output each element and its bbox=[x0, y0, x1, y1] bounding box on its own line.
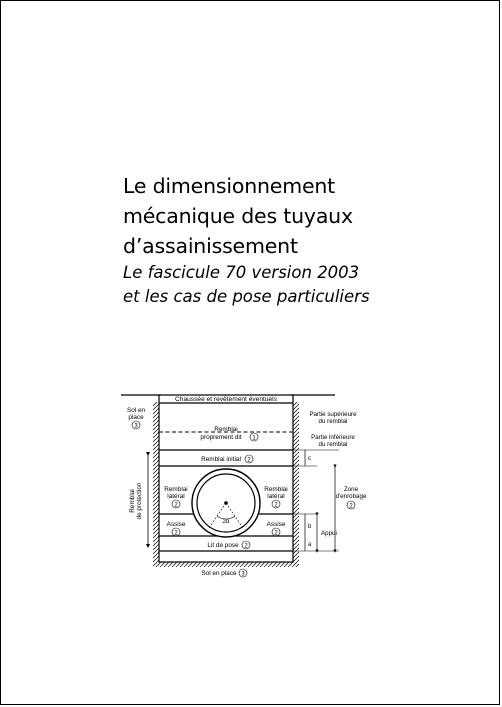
svg-text:2: 2 bbox=[274, 530, 278, 537]
sol-en-place-left-1: Sol en bbox=[126, 407, 146, 414]
subtitle-line-2: et les cas de pose particuliers bbox=[123, 287, 370, 306]
trench-cross-section-diagram bbox=[121, 386, 383, 578]
dim-b: b bbox=[308, 524, 312, 530]
remblai-num: 1 bbox=[252, 435, 256, 442]
svg-text:2: 2 bbox=[349, 503, 353, 510]
partie-sup-2: du remblai bbox=[318, 418, 348, 425]
remblai-lateral-left-2: latéral bbox=[167, 493, 185, 500]
trench-wall-left bbox=[153, 402, 159, 562]
svg-text:2: 2 bbox=[174, 502, 178, 509]
svg-text:2: 2 bbox=[244, 543, 248, 550]
remblai-lateral-right-2: latéral bbox=[267, 493, 285, 500]
document-title bbox=[123, 171, 483, 261]
title-line-1: Le dimensionnement bbox=[123, 174, 336, 198]
trench-wall-right bbox=[293, 402, 299, 562]
partie-sup-1: Partie supérieure bbox=[309, 411, 357, 418]
appui-label: Appui bbox=[321, 530, 337, 537]
two-alpha-label: 2α bbox=[222, 519, 230, 525]
title-line-2: mécanique des tuyaux bbox=[123, 204, 353, 228]
remblai-label-2: proprement dit bbox=[200, 434, 242, 441]
assise-right: Assise bbox=[266, 521, 286, 528]
svg-text:3: 3 bbox=[241, 571, 245, 578]
top-label: Chaussée et revêtement éventuels bbox=[175, 396, 277, 403]
dim-c: c bbox=[308, 456, 311, 462]
svg-text:2: 2 bbox=[174, 530, 178, 537]
zone-label-2: d'enrobage bbox=[335, 493, 367, 500]
document-subtitle bbox=[123, 261, 493, 309]
sol-en-place-left-2: place bbox=[128, 414, 144, 421]
dim-a: a bbox=[308, 542, 312, 548]
svg-text:3: 3 bbox=[134, 423, 138, 430]
svg-text:2: 2 bbox=[247, 457, 251, 464]
remblai-label-1: Remblai bbox=[214, 426, 238, 433]
remblai-protection-1: Remblai bbox=[129, 489, 136, 513]
assise-left: Assise bbox=[166, 521, 186, 528]
remblai-lateral-left-1: Remblai bbox=[164, 486, 188, 493]
remblai-protection-2: de protection bbox=[136, 482, 143, 520]
svg-text:2: 2 bbox=[274, 502, 278, 509]
partie-inf-2: du remblai bbox=[318, 441, 348, 448]
sol-en-place-bottom: Sol en place bbox=[201, 570, 237, 577]
lit-de-pose-label: Lit de pose bbox=[207, 542, 239, 549]
partie-inf-1: Partie inférieure bbox=[311, 434, 355, 441]
subtitle-line-1: Le fascicule 70 version 2003 bbox=[123, 263, 360, 282]
remblai-initial-label: Remblai initial bbox=[201, 456, 241, 463]
zone-label-1: Zone bbox=[343, 486, 359, 493]
trench-floor bbox=[153, 562, 299, 567]
title-line-3: d’assainissement bbox=[123, 234, 298, 258]
remblai-lateral-right-1: Remblai bbox=[264, 486, 288, 493]
